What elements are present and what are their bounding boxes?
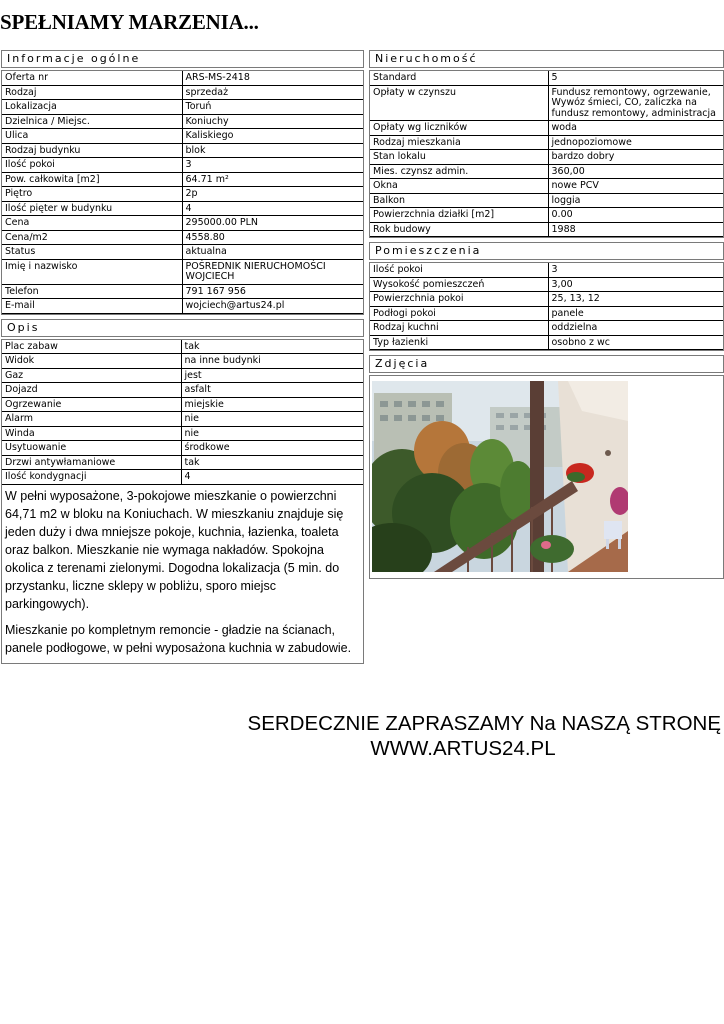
row-label: Piętro (2, 187, 182, 202)
features-table (2, 340, 363, 485)
row-label: Alarm (2, 412, 181, 427)
table-row (370, 208, 723, 223)
row-label: Drzwi antywłamaniowe (2, 455, 181, 470)
table-row (370, 164, 723, 179)
row-value: Koniuchy (182, 114, 363, 129)
row-value: POŚREDNIK NIERUCHOMOŚCI WOJCIECH (182, 259, 363, 284)
row-label: Rodzaj (2, 85, 182, 100)
property-header: Nieruchomość (369, 50, 724, 68)
row-value: 25, 13, 12 (548, 292, 723, 307)
row-value: jest (181, 368, 363, 383)
row-value: Fundusz remontowy, ogrzewanie, Wywóz śmieci, CO, zaliczka na fundusz remontowy, administracja (548, 85, 723, 121)
row-label: Pow. całkowita [m2] (2, 172, 182, 187)
table-row (2, 441, 363, 456)
row-label: Okna (370, 179, 548, 194)
table-row (370, 71, 723, 85)
row-value: loggia (548, 193, 723, 208)
table-row (2, 368, 363, 383)
row-label: Stan lokalu (370, 150, 548, 165)
table-row (2, 383, 363, 398)
row-value: 791 167 956 (182, 284, 363, 299)
row-value: miejskie (181, 397, 363, 412)
table-row (2, 245, 363, 260)
row-value: 2p (182, 187, 363, 202)
row-label: Winda (2, 426, 181, 441)
row-value: na inne budynki (181, 354, 363, 369)
table-row (370, 277, 723, 292)
table-row (370, 321, 723, 336)
row-label: Cena (2, 216, 182, 231)
row-label: Widok (2, 354, 181, 369)
row-value: tak (181, 455, 363, 470)
property-table (370, 71, 723, 237)
row-value: Toruń (182, 100, 363, 115)
table-row (2, 71, 363, 85)
row-label: Opłaty w czynszu (370, 85, 548, 121)
row-label: Powierzchnia działki [m2] (370, 208, 548, 223)
row-label: Ilość pięter w budynku (2, 201, 182, 216)
row-value: 4558.80 (182, 230, 363, 245)
description-text (2, 485, 363, 663)
apartment-balcony-photo[interactable] (372, 381, 628, 572)
row-label: Ilość kondygnacji (2, 470, 181, 485)
row-label: Mies. czynsz admin. (370, 164, 548, 179)
footer-line-1: SERDECZNIE ZAPRASZAMY Na NASZĄ STRONĘ (247, 712, 721, 735)
table-row (2, 216, 363, 231)
row-label: Podłogi pokoi (370, 306, 548, 321)
page-headline: SPEŁNIAMY MARZENIA... (0, 10, 259, 34)
row-label: Usytuowanie (2, 441, 181, 456)
row-label: Powierzchnia pokoi (370, 292, 548, 307)
row-value: panele (548, 306, 723, 321)
general-info-box (1, 70, 364, 315)
table-row (2, 426, 363, 441)
row-label: Rodzaj mieszkania (370, 135, 548, 150)
table-row (2, 259, 363, 284)
row-value: aktualna (182, 245, 363, 260)
row-value: 5 (548, 71, 723, 85)
row-value: Kaliskiego (182, 129, 363, 144)
row-label: Gaz (2, 368, 181, 383)
row-label: Typ łazienki (370, 335, 548, 350)
row-value: asfalt (181, 383, 363, 398)
general-info-header: Informacje ogólne (1, 50, 364, 68)
row-label: Standard (370, 71, 548, 85)
right-column (369, 50, 724, 579)
table-row (2, 412, 363, 427)
row-value: oddzielna (548, 321, 723, 336)
table-row (2, 172, 363, 187)
row-value: 1988 (548, 222, 723, 237)
table-row (2, 284, 363, 299)
description-paragraph-2: Mieszkanie po kompletnym remoncie - gładzie na ścianach, panele podłogowe, w pełni wyposażona kuchnia w zabudowie. (5, 622, 352, 655)
table-row (370, 292, 723, 307)
row-value: 3 (182, 158, 363, 173)
table-row (370, 193, 723, 208)
table-row (370, 150, 723, 165)
table-row (370, 335, 723, 350)
table-row (370, 222, 723, 237)
row-label: Rodzaj kuchni (370, 321, 548, 336)
row-value: 3,00 (548, 277, 723, 292)
table-row (2, 187, 363, 202)
row-label: Ogrzewanie (2, 397, 181, 412)
table-row (2, 201, 363, 216)
row-label: Status (2, 245, 182, 260)
row-label: Balkon (370, 193, 548, 208)
table-row (2, 158, 363, 173)
row-label: Ulica (2, 129, 182, 144)
table-row (370, 121, 723, 136)
row-label: Ilość pokoi (370, 263, 548, 277)
row-label: Oferta nr (2, 71, 182, 85)
table-row (370, 135, 723, 150)
description-box (1, 339, 364, 664)
table-row (2, 340, 363, 354)
row-value: 0.00 (548, 208, 723, 223)
row-label: Opłaty wg liczników (370, 121, 548, 136)
row-label: Rok budowy (370, 222, 548, 237)
row-value: 4 (182, 201, 363, 216)
table-row (370, 306, 723, 321)
footer-invitation (205, 711, 721, 761)
table-row (2, 299, 363, 314)
row-value: 4 (181, 470, 363, 485)
table-row (2, 114, 363, 129)
row-label: Rodzaj budynku (2, 143, 182, 158)
row-label: Plac zabaw (2, 340, 181, 354)
row-value: środkowe (181, 441, 363, 456)
description-header: Opis (1, 319, 364, 337)
row-label: Lokalizacja (2, 100, 182, 115)
table-row (2, 470, 363, 485)
table-row (370, 85, 723, 121)
website-link[interactable]: WWW.ARTUS24.PL (370, 737, 556, 760)
photos-box (369, 375, 724, 579)
row-value: jednopoziomowe (548, 135, 723, 150)
row-label: Telefon (2, 284, 182, 299)
description-paragraph-1: W pełni wyposażone, 3-pokojowe mieszkanie o powierzchni 64,71 m2 w bloku na Koniuchach. W mieszkaniu znajduje się jeden duży i dwa mniejsze pokoje, kuchnia, łazienka, toaleta oraz balkon. Mieszkanie nie wymaga nakładów. Spokojna okolica z terenami zielonymi. Dogodna lokalizacja (5 min. do przystanku, liczne sklepy w pobliżu, sporo miejsc parkingowych). (5, 488, 344, 611)
row-value: nowe PCV (548, 179, 723, 194)
row-label: E-mail (2, 299, 182, 314)
row-value: nie (181, 426, 363, 441)
row-value: osobno z wc (548, 335, 723, 350)
rooms-header: Pomieszczenia (369, 242, 724, 260)
left-column (1, 50, 364, 664)
photos-header: Zdjęcia (369, 355, 724, 373)
rooms-table (370, 263, 723, 350)
table-row (2, 455, 363, 470)
property-box (369, 70, 724, 238)
row-value: 360,00 (548, 164, 723, 179)
rooms-box (369, 262, 724, 351)
row-value: 295000.00 PLN (182, 216, 363, 231)
row-value: sprzedaż (182, 85, 363, 100)
table-row (2, 230, 363, 245)
table-row (2, 129, 363, 144)
table-row (2, 100, 363, 115)
row-value[interactable]: wojciech@artus24.pl (182, 299, 363, 314)
row-label: Ilość pokoi (2, 158, 182, 173)
table-row (2, 85, 363, 100)
row-value: tak (181, 340, 363, 354)
row-value: blok (182, 143, 363, 158)
row-value: 3 (548, 263, 723, 277)
general-info-table (2, 71, 363, 314)
table-row (370, 179, 723, 194)
row-value: ARS-MS-2418 (182, 71, 363, 85)
row-label: Dzielnica / Miejsc. (2, 114, 182, 129)
table-row (2, 397, 363, 412)
table-row (2, 354, 363, 369)
row-label: Wysokość pomieszczeń (370, 277, 548, 292)
row-value: nie (181, 412, 363, 427)
row-label: Dojazd (2, 383, 181, 398)
table-row (370, 263, 723, 277)
row-value: 64.71 m² (182, 172, 363, 187)
row-label: Imię i nazwisko (2, 259, 182, 284)
row-value: woda (548, 121, 723, 136)
row-value: bardzo dobry (548, 150, 723, 165)
table-row (2, 143, 363, 158)
row-label: Cena/m2 (2, 230, 182, 245)
